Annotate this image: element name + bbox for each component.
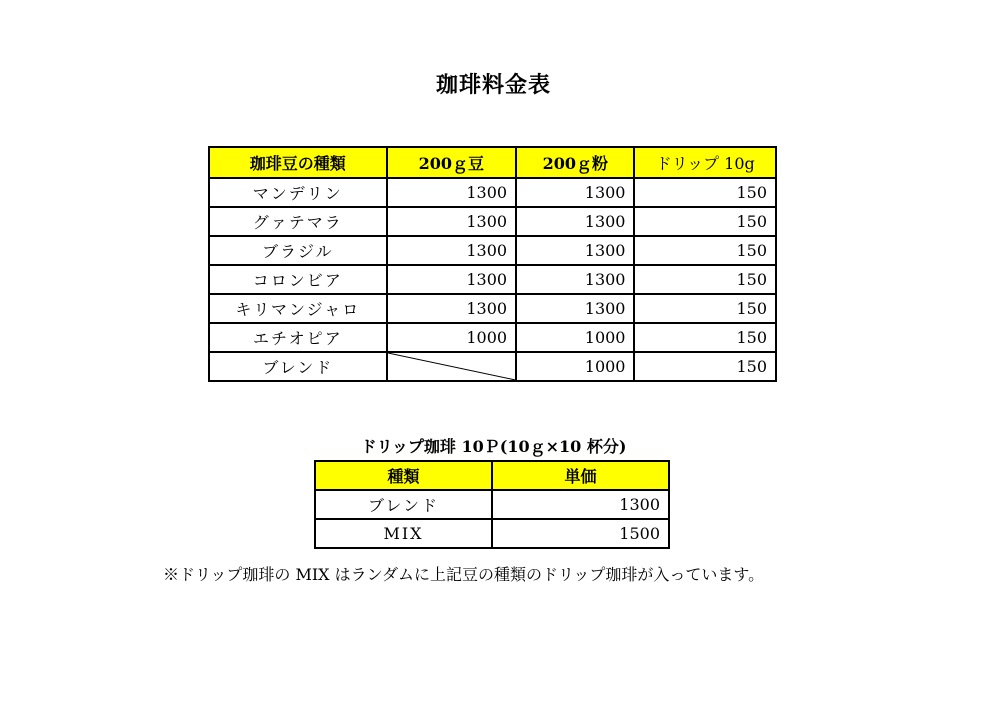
price-ground: 1300: [516, 178, 634, 207]
diagonal-line-mark: [388, 353, 515, 380]
table-header-row: [315, 461, 669, 490]
price-ground: 1000: [516, 352, 634, 381]
not-available-cell: [387, 352, 516, 381]
price-beans: 1000: [387, 323, 516, 352]
header-type: 種類: [315, 461, 492, 490]
price-beans: 1300: [387, 207, 516, 236]
bean-name: グァテマラ: [209, 207, 387, 236]
coffee-price-table: [208, 146, 777, 382]
price-drip: 150: [634, 207, 776, 236]
price-ground: 1300: [516, 294, 634, 323]
price-drip: 150: [634, 236, 776, 265]
page-title: 珈琲料金表: [435, 73, 551, 98]
price-ground: 1300: [516, 207, 634, 236]
bean-name: ブラジル: [209, 236, 387, 265]
drip-pack-caption: ドリップ珈琲 10Ｐ(10ｇ×10 杯分): [360, 437, 627, 456]
header-bean-type: 珈琲豆の種類: [209, 147, 387, 178]
header-drip-10g: ドリップ 10g: [634, 147, 776, 178]
price-beans: 1300: [387, 236, 516, 265]
price-drip: 150: [634, 352, 776, 381]
table-row: [209, 236, 776, 265]
pack-price: 1300: [492, 490, 669, 519]
table-row: [209, 265, 776, 294]
price-drip: 150: [634, 294, 776, 323]
pack-price: 1500: [492, 519, 669, 548]
drip-pack-table: [314, 460, 670, 549]
table-header-row: [209, 147, 776, 178]
price-ground: 1000: [516, 323, 634, 352]
table-row: [315, 490, 669, 519]
price-ground: 1300: [516, 265, 634, 294]
price-ground: 1300: [516, 236, 634, 265]
price-beans: 1300: [387, 178, 516, 207]
bean-name: ブレンド: [209, 352, 387, 381]
bean-name: キリマンジャロ: [209, 294, 387, 323]
table-row: [209, 323, 776, 352]
header-200g-beans: 200ｇ豆: [387, 147, 516, 178]
table-row: [209, 207, 776, 236]
bean-name: コロンビア: [209, 265, 387, 294]
price-beans: 1300: [387, 294, 516, 323]
pack-name: MIX: [315, 519, 492, 548]
price-drip: 150: [634, 265, 776, 294]
table-row: [209, 352, 776, 381]
price-drip: 150: [634, 323, 776, 352]
table-row: [315, 519, 669, 548]
header-unit-price: 単価: [492, 461, 669, 490]
bean-name: マンデリン: [209, 178, 387, 207]
pack-name: ブレンド: [315, 490, 492, 519]
header-200g-ground: 200ｇ粉: [516, 147, 634, 178]
price-drip: 150: [634, 178, 776, 207]
bean-name: エチオピア: [209, 323, 387, 352]
price-beans: 1300: [387, 265, 516, 294]
table-row: [209, 178, 776, 207]
footnote: ※ドリップ珈琲の MIX はランダムに上記豆の種類のドリップ珈琲が入っています。: [163, 565, 765, 584]
table-row: [209, 294, 776, 323]
